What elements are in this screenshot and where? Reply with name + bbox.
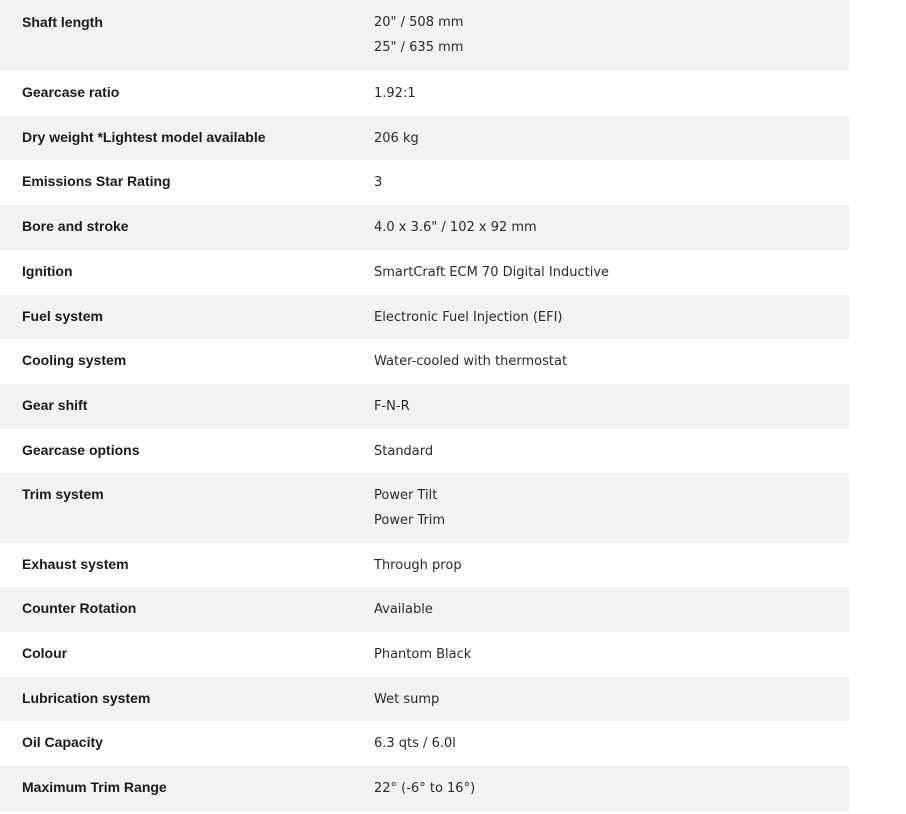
spec-value-line: 206 kg — [374, 131, 419, 146]
spec-label: Ignition — [22, 263, 73, 279]
spec-label: Counter Rotation — [22, 600, 137, 616]
spec-value — [374, 11, 849, 70]
spec-row-dry-weight — [0, 116, 849, 160]
spec-value — [374, 350, 849, 384]
spec-value — [374, 261, 849, 295]
spec-label: Fuel system — [22, 308, 103, 324]
spec-value — [374, 688, 849, 721]
spec-label: Trim system — [22, 486, 104, 502]
spec-value-line: 1.92:1 — [374, 86, 416, 101]
spec-row-trim-system — [0, 473, 849, 543]
spec-value — [374, 554, 849, 587]
spec-row-counter-rotation — [0, 587, 849, 632]
spec-value — [374, 171, 849, 205]
spec-value — [374, 598, 849, 632]
spec-label: Colour — [22, 645, 68, 661]
spec-row-emissions — [0, 160, 849, 205]
spec-value — [374, 127, 849, 160]
spec-value-line: Wet sump — [374, 692, 440, 707]
spec-row-ignition — [0, 250, 849, 295]
spec-label: Oil Capacity — [22, 734, 103, 750]
spec-label: Shaft length — [22, 14, 103, 30]
spec-value-line: Standard — [374, 444, 434, 459]
spec-value-line: SmartCraft ECM 70 Digital Inductive — [374, 265, 610, 280]
spec-value — [374, 732, 849, 766]
spec-value — [374, 440, 849, 473]
spec-label: Bore and stroke — [22, 218, 129, 234]
spec-value-line: Phantom Black — [374, 647, 472, 662]
spec-label: Lubrication system — [22, 690, 151, 706]
spec-value-line: 20" / 508 mm — [374, 15, 464, 30]
spec-label: Exhaust system — [22, 556, 129, 572]
spec-label: Gearcase ratio — [22, 84, 120, 100]
spec-label: Gearcase options — [22, 442, 140, 458]
spec-row-gearcase-options — [0, 429, 849, 473]
spec-label: Cooling system — [22, 352, 127, 368]
spec-value-line: Power Tilt — [374, 488, 438, 503]
spec-value-line: F-N-R — [374, 399, 410, 414]
spec-value-line: Available — [374, 602, 433, 617]
spec-value — [374, 82, 849, 116]
spec-value-line: Through prop — [374, 558, 462, 573]
spec-value — [374, 777, 849, 811]
spec-label: Maximum Trim Range — [22, 779, 167, 795]
spec-row-colour — [0, 632, 849, 677]
spec-value-line: 4.0 x 3.6" / 102 x 92 mm — [374, 220, 537, 235]
spec-value — [374, 484, 849, 543]
spec-value-line: Electronic Fuel Injection (EFI) — [374, 310, 563, 325]
spec-value-line: 3 — [374, 175, 383, 190]
spec-value — [374, 395, 849, 429]
spec-row-exhaust-system — [0, 543, 849, 587]
spec-value — [374, 306, 849, 339]
spec-row-max-trim-range — [0, 766, 849, 811]
spec-label: Emissions Star Rating — [22, 173, 171, 189]
spec-value-line: 22° (-6° to 16°) — [374, 781, 476, 796]
spec-row-lubrication — [0, 677, 849, 721]
spec-row-cooling-system — [0, 339, 849, 384]
spec-label: Gear shift — [22, 397, 88, 413]
spec-value — [374, 643, 849, 677]
spec-row-shaft-length — [0, 0, 849, 70]
spec-value-line: 25" / 635 mm — [374, 39, 464, 55]
spec-row-fuel-system — [0, 295, 849, 339]
spec-value-line: Water-cooled with thermostat — [374, 354, 568, 369]
spec-row-oil-capacity — [0, 721, 849, 766]
spec-row-gearcase-ratio — [0, 70, 849, 116]
spec-value-line: Power Trim — [374, 512, 446, 528]
spec-value — [374, 216, 849, 250]
spec-value-line: 6.3 qts / 6.0l — [374, 736, 456, 751]
spec-row-bore-stroke — [0, 205, 849, 250]
spec-label: Dry weight *Lightest model available — [22, 129, 266, 145]
spec-row-gear-shift — [0, 384, 849, 429]
